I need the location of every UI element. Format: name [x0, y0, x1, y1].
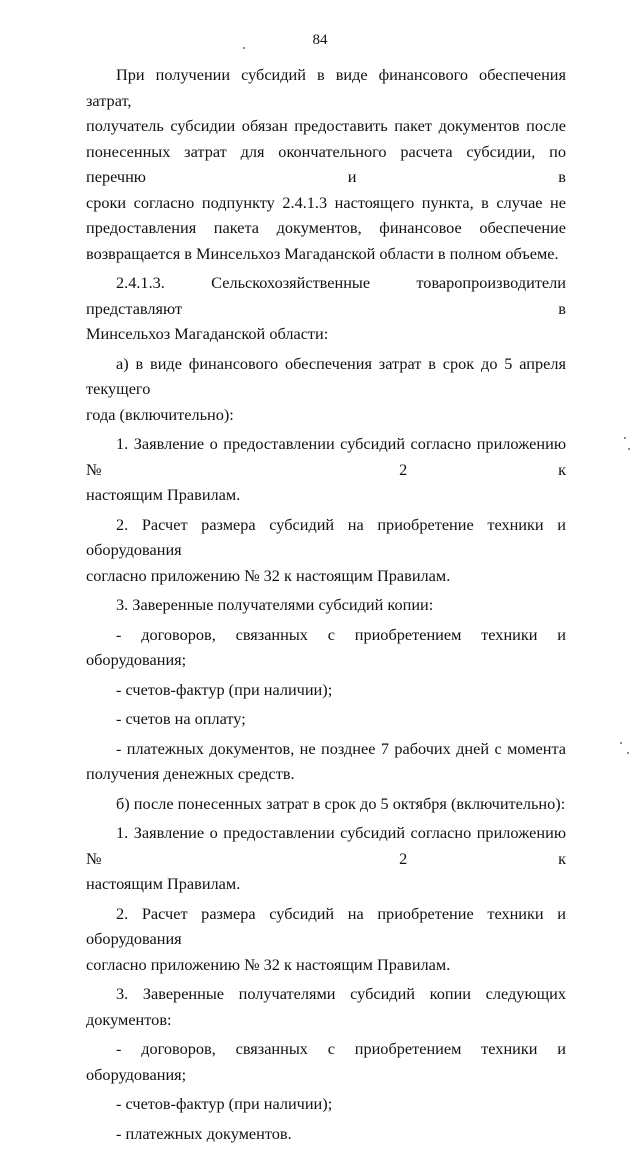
- paragraph-line: - платежных документов.: [116, 1123, 292, 1143]
- paragraph-line: а) в виде финансового обеспечения затрат в срок до 5 апреля текущего: [86, 353, 566, 398]
- paragraph: [86, 1121, 566, 1147]
- paragraph-line: 1. Заявление о предоставлении субсидий согласно приложению № 2 к: [86, 434, 566, 479]
- paragraph-line: получатель субсидии обязан предоставить пакет документов после: [86, 116, 566, 135]
- paragraph: [86, 512, 566, 589]
- paragraph-line: настоящим Правилам.: [86, 485, 241, 504]
- paragraph-line: - договоров, связанных с приобретением техники и оборудования;: [86, 1039, 566, 1084]
- page-number: 84: [312, 32, 328, 48]
- paragraph-line: понесенных затрат для окончательного расчета субсидии, по перечню и в: [86, 141, 566, 186]
- paragraph-line: Минсельхоз Магаданской области:: [86, 324, 329, 343]
- paragraph-line: сроки согласно подпункту 2.4.1.3 настоящего пункта, в случае не: [86, 192, 566, 212]
- paragraph: [86, 351, 566, 428]
- paragraph: [86, 431, 566, 508]
- paragraph: [86, 901, 566, 978]
- paragraph: [86, 1091, 566, 1117]
- paragraph: [86, 270, 566, 347]
- paragraph-line: - договоров, связанных с приобретением техники и оборудования;: [86, 624, 566, 669]
- scan-speck: [628, 448, 630, 450]
- paragraph-line: 2. Расчет размера субсидий на приобретение техники и оборудования: [86, 514, 566, 559]
- paragraph: [86, 820, 566, 897]
- paragraph-line: согласно приложению № 32 к настоящим Правилам.: [86, 954, 451, 974]
- paragraph: [86, 791, 566, 817]
- paragraph: [86, 62, 566, 266]
- paragraph-line: года (включительно):: [86, 404, 234, 424]
- paragraph-line: - счетов на оплату;: [116, 709, 246, 728]
- paragraph: [86, 677, 566, 703]
- scan-speck: [627, 752, 629, 754]
- scan-speck: [243, 47, 245, 49]
- paragraph: [86, 981, 566, 1032]
- paragraph-line: - платежных документов, не позднее 7 рабочих дней с момента: [116, 738, 566, 758]
- paragraph-line: - счетов-фактур (при наличии);: [116, 679, 333, 699]
- paragraph: [86, 706, 566, 732]
- paragraph-line: настоящим Правилам.: [86, 874, 241, 893]
- paragraph-line: 1. Заявление о предоставлении субсидий согласно приложению № 2 к: [86, 823, 566, 868]
- paragraph-line: получения денежных средств.: [86, 764, 295, 783]
- paragraph: [86, 1036, 566, 1087]
- paragraph: [86, 622, 566, 673]
- scan-speck: [620, 742, 622, 744]
- paragraph-line: возвращается в Минсельхоз Магаданской области в полном объеме.: [86, 243, 559, 263]
- paragraph-line: б) после понесенных затрат в срок до 5 октября (включительно):: [116, 793, 566, 813]
- paragraph-line: 2.4.1.3. Сельскохозяйственные товаропроизводители представляют в: [86, 273, 566, 318]
- paragraph-line: 2. Расчет размера субсидий на приобретение техники и оборудования: [86, 903, 566, 948]
- scan-speck: [624, 437, 626, 439]
- paragraph-line: согласно приложению № 32 к настоящим Правилам.: [86, 565, 451, 585]
- paragraph: [86, 736, 566, 787]
- document-body: [86, 62, 566, 1150]
- paragraph: [86, 592, 566, 618]
- paragraph-line: 3. Заверенные получателями субсидий копии:: [116, 595, 434, 614]
- paragraph-line: предоставления пакета документов, финансовое обеспечение: [86, 218, 566, 237]
- paragraph-line: 3. Заверенные получателями субсидий копии следующих документов:: [86, 984, 566, 1029]
- paragraph-line: При получении субсидий в виде финансового обеспечения затрат,: [86, 65, 566, 110]
- paragraph-line: - счетов-фактур (при наличии);: [116, 1094, 333, 1113]
